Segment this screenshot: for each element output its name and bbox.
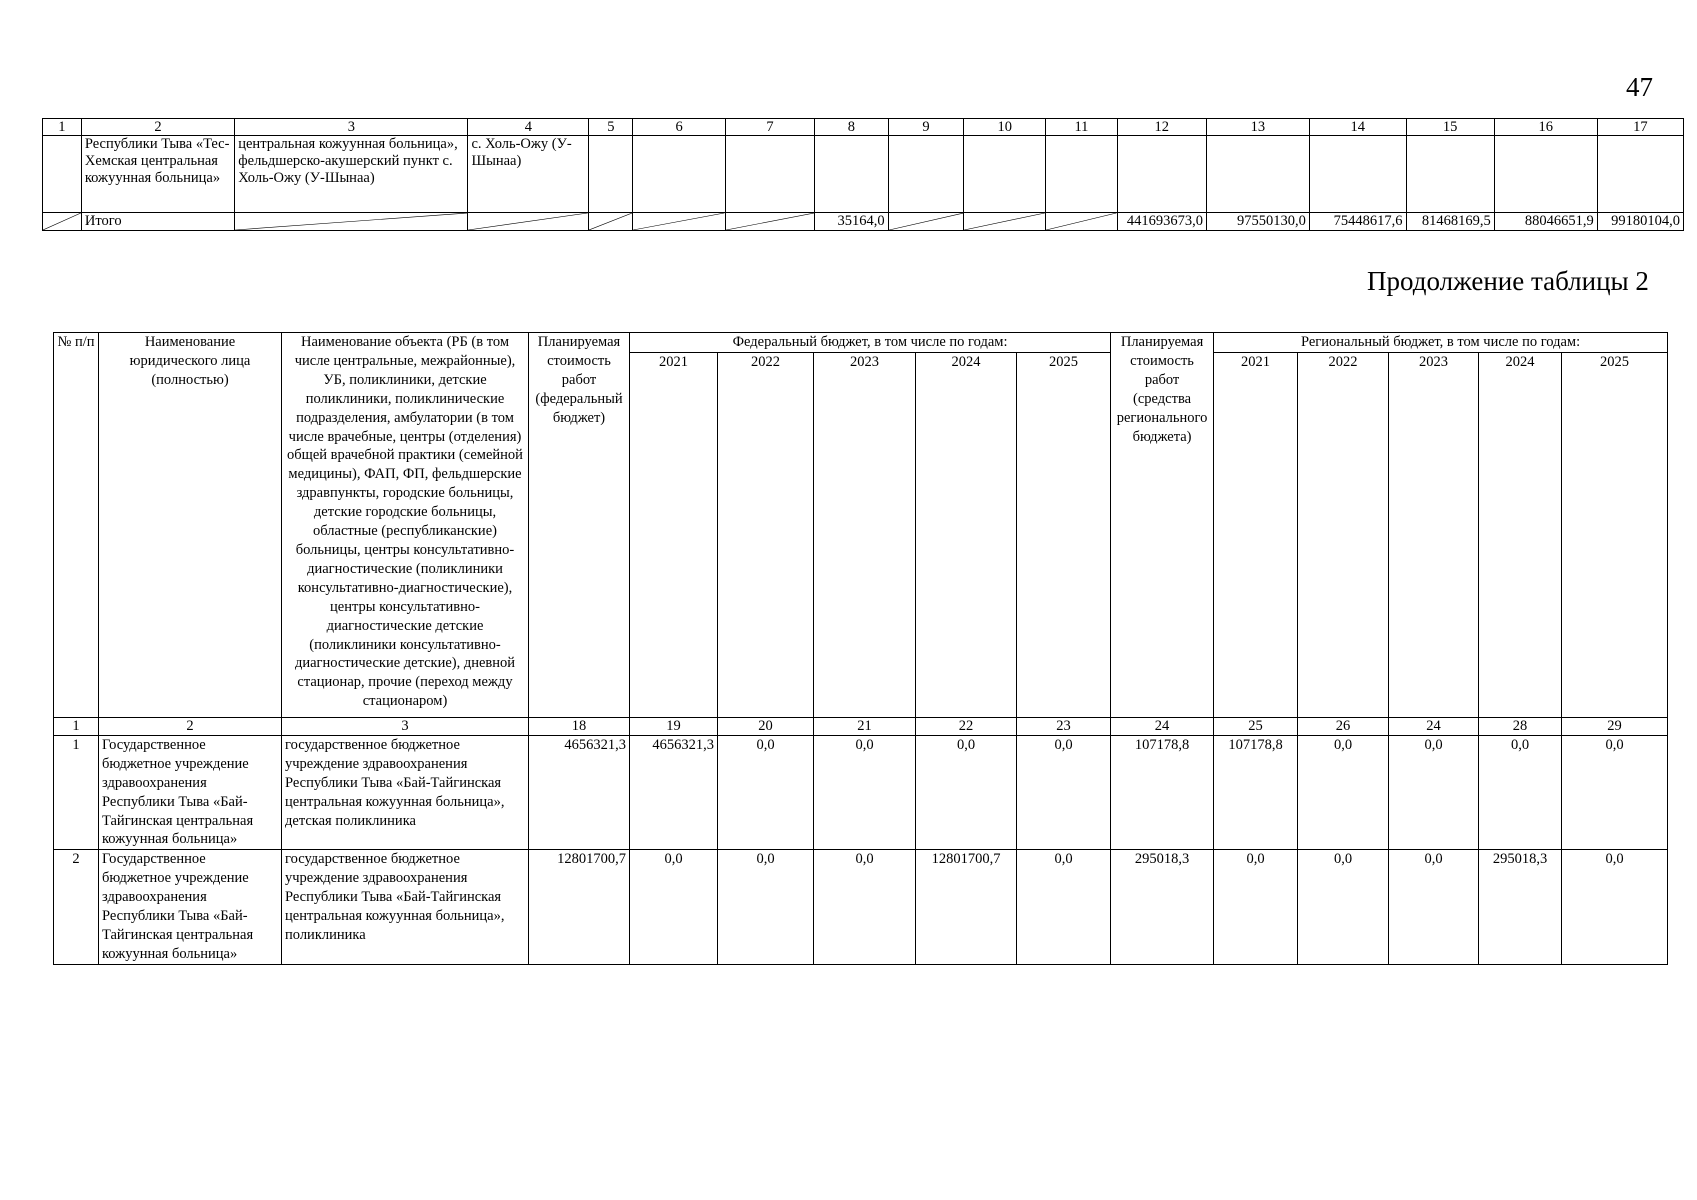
slash-cell (725, 213, 814, 231)
col-number: 2 (81, 119, 234, 136)
total-col12: 441693673,0 (1117, 213, 1206, 231)
col-number: 20 (718, 717, 814, 735)
fed-year-cell: 4656321,3 (630, 735, 718, 849)
col-number: 3 (282, 717, 529, 735)
col-number: 5 (589, 119, 633, 136)
table-1 (42, 118, 1684, 231)
col-number: 3 (235, 119, 468, 136)
col-number: 28 (1479, 717, 1562, 735)
col-number: 10 (964, 119, 1046, 136)
total-col17: 99180104,0 (1597, 213, 1683, 231)
fed-year-cell: 0,0 (1017, 850, 1111, 964)
header-fed-group: Федеральный бюджет, в том числе по годам: (630, 333, 1111, 353)
reg-year-cell: 0,0 (1298, 850, 1389, 964)
reg-cost-cell: 107178,8 (1111, 735, 1214, 849)
object-name-cell: государственное бюджетное учреждение здравоохранения Республики Тыва «Бай-Тайгинская центральная кожуунная больница», поликлиника (282, 850, 529, 964)
col-number: 13 (1206, 119, 1309, 136)
total-col8: 35164,0 (815, 213, 889, 231)
fed-year-cell: 0,0 (916, 735, 1017, 849)
reg-year-cell: 0,0 (1298, 735, 1389, 849)
reg-year-cell: 0,0 (1562, 735, 1668, 849)
fed-year-cell: 0,0 (630, 850, 718, 964)
fed-year-cell: 0,0 (814, 735, 916, 849)
slash-cell (964, 213, 1046, 231)
table-2 (53, 332, 1668, 965)
table-2-column-numbers (54, 717, 1668, 735)
col-number: 24 (1111, 717, 1214, 735)
header-fed-year: 2021 (630, 352, 718, 717)
header-reg-year: 2023 (1389, 352, 1479, 717)
total-label: Итого (81, 213, 234, 231)
entity-name-cell: Государственное бюджетное учреждение здравоохранения Республики Тыва «Бай-Тайгинская центральная кожуунная больница» (99, 735, 282, 849)
total-col14: 75448617,6 (1309, 213, 1406, 231)
table-row (54, 850, 1668, 964)
header-reg-year: 2025 (1562, 352, 1668, 717)
fed-cost-cell: 4656321,3 (529, 735, 630, 849)
col-number: 26 (1298, 717, 1389, 735)
col-number: 1 (43, 119, 82, 136)
col-number: 7 (725, 119, 814, 136)
header-object: Наименование объекта (РБ (в том числе центральные, межрайонные), УБ, поликлиники, детские поликлиники, поликлинические подразделения, амбулатории (в том числе врачебные, центры (отделения) общей врачебной практики (семейной медицины), ФАП, ФП, фельдшерские здравпункты, городские больницы, детские городские больницы, областные (республиканские) больницы, центры консультативно-диагностические (поликлиники консультативно-диагностические), центры консультативно-диагностические детские (поликлиники консультативно-диагностические детские), дневной стационар, прочие (переход между стационаром) (282, 333, 529, 718)
entity-name-cell: Республики Тыва «Тес-Хемская центральная кожуунная больница» (81, 136, 234, 213)
reg-year-cell: 0,0 (1389, 735, 1479, 849)
row-num: 1 (54, 735, 99, 849)
fed-year-cell: 0,0 (814, 850, 916, 964)
slash-cell (468, 213, 589, 231)
col-number: 22 (916, 717, 1017, 735)
col-number: 4 (468, 119, 589, 136)
total-row (43, 213, 1684, 231)
fed-year-cell: 0,0 (718, 735, 814, 849)
col-number: 1 (54, 717, 99, 735)
col-number: 18 (529, 717, 630, 735)
col-number: 11 (1046, 119, 1117, 136)
header-fed-year: 2025 (1017, 352, 1111, 717)
slash-cell (633, 213, 725, 231)
total-col15: 81468169,5 (1406, 213, 1494, 231)
table-row (43, 136, 1684, 213)
col-number: 25 (1214, 717, 1298, 735)
fed-cost-cell: 12801700,7 (529, 850, 630, 964)
header-num: № п/п (54, 333, 99, 718)
col-number: 8 (815, 119, 889, 136)
fed-year-cell: 0,0 (1017, 735, 1111, 849)
slash-cell (589, 213, 633, 231)
total-col13: 97550130,0 (1206, 213, 1309, 231)
col-number: 17 (1597, 119, 1683, 136)
table-2-header-row (54, 333, 1668, 353)
row-num: 2 (54, 850, 99, 964)
slash-cell (43, 213, 82, 231)
reg-year-cell: 0,0 (1562, 850, 1668, 964)
total-col16: 88046651,9 (1494, 213, 1597, 231)
reg-year-cell: 107178,8 (1214, 735, 1298, 849)
col-number: 2 (99, 717, 282, 735)
slash-cell (1046, 213, 1117, 231)
header-entity: Наименование юридического лица (полностью) (99, 333, 282, 718)
table-row (54, 735, 1668, 849)
header-fed-year: 2024 (916, 352, 1017, 717)
location-cell: с. Холь-Ожу (У-Шынаа) (468, 136, 589, 213)
reg-year-cell: 295018,3 (1479, 850, 1562, 964)
continuation-title: Продолжение таблицы 2 (1367, 266, 1649, 296)
col-number: 21 (814, 717, 916, 735)
header-fed-year: 2022 (718, 352, 814, 717)
reg-year-cell: 0,0 (1389, 850, 1479, 964)
col-number: 12 (1117, 119, 1206, 136)
col-number: 29 (1562, 717, 1668, 735)
reg-year-cell: 0,0 (1214, 850, 1298, 964)
fed-year-cell: 0,0 (718, 850, 814, 964)
header-reg-group: Региональный бюджет, в том числе по годам: (1214, 333, 1668, 353)
col-number: 6 (633, 119, 725, 136)
col-number: 19 (630, 717, 718, 735)
col-number: 24 (1389, 717, 1479, 735)
header-fed-year: 2023 (814, 352, 916, 717)
slash-cell (235, 213, 468, 231)
reg-year-cell: 0,0 (1479, 735, 1562, 849)
header-reg-year: 2021 (1214, 352, 1298, 717)
header-reg-cost: Планируемая стоимость работ (средства регионального бюджета) (1111, 333, 1214, 718)
header-reg-year: 2022 (1298, 352, 1389, 717)
reg-cost-cell: 295018,3 (1111, 850, 1214, 964)
entity-name-cell: Государственное бюджетное учреждение здравоохранения Республики Тыва «Бай-Тайгинская центральная кожуунная больница» (99, 850, 282, 964)
object-name-cell: центральная кожуунная больница», фельдшерско-акушерский пункт с. Холь-Ожу (У-Шынаа) (235, 136, 468, 213)
slash-cell (888, 213, 964, 231)
header-reg-year: 2024 (1479, 352, 1562, 717)
col-number: 15 (1406, 119, 1494, 136)
page-number: 47 (1626, 72, 1653, 102)
fed-year-cell: 12801700,7 (916, 850, 1017, 964)
col-number: 16 (1494, 119, 1597, 136)
col-number: 14 (1309, 119, 1406, 136)
col-number: 9 (888, 119, 964, 136)
object-name-cell: государственное бюджетное учреждение здравоохранения Республики Тыва «Бай-Тайгинская центральная кожуунная больница», детская поликлиника (282, 735, 529, 849)
header-fed-cost: Планируемая стоимость работ (федеральный бюджет) (529, 333, 630, 718)
col-number: 23 (1017, 717, 1111, 735)
table-1-column-numbers (43, 119, 1684, 136)
